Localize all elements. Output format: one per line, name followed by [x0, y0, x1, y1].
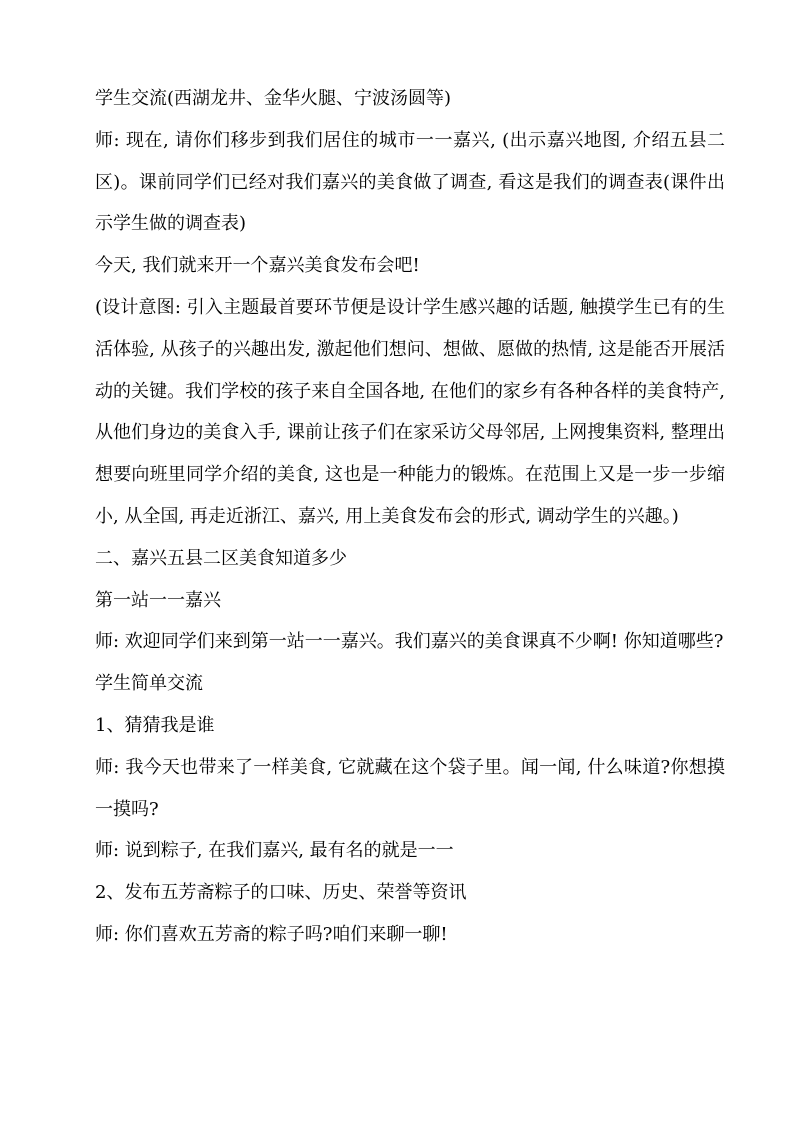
paragraph-food-launch: 今天, 我们就来开一个嘉兴美食发布会吧!	[95, 255, 420, 277]
paragraph-teacher-chat: 师: 你们喜欢五芳斋的粽子吗?咱们来聊一聊!	[95, 923, 448, 945]
paragraph-teacher-bag: 师: 我今天也带来了一样美食, 它就藏在这个袋子里。闻一闻, 什么味道?你想摸一摸吗?	[95, 756, 725, 820]
list-item-wufangzhai: 2、发布五芳斋粽子的口味、历史、荣誉等资讯	[95, 882, 467, 904]
paragraph-student-discussion: 学生交流(西湖龙井、金华火腿、宁波汤圆等)	[95, 88, 452, 109]
paragraph-teacher-welcome: 师: 欢迎同学们来到第一站一一嘉兴。我们嘉兴的美食课真不少啊! 你知道哪些?	[95, 631, 724, 653]
paragraph-design-intent: (设计意图: 引入主题最首要环节便是设计学生感兴趣的话题, 触摸学生已有的生活体验, 从孩子的兴趣出发, 激起他们想问、想做、愿做的热情, 这是能否开展活动的关键。我们学校的孩子来自全国各地, 在他们的家乡有各种各样的美食特产, 从他们身边的美食入手, 课前让孩子们在家采访父母邻居, 上网搜集资料, 整理出想要向班里同学介绍的美食, 这也是一种能力的锻炼。在范围上又是一步一步缩小, 从全国, 再走近浙江、嘉兴, 用上美食发布会的形式, 调动学生的兴趣。)	[95, 296, 725, 527]
section-heading-two: 二、嘉兴五县二区美食知道多少	[95, 547, 347, 569]
list-item-guess: 1、猜猜我是谁	[95, 714, 215, 736]
subheading-first-stop: 第一站一一嘉兴	[95, 589, 221, 611]
paragraph-student-brief: 学生简单交流	[95, 673, 203, 695]
document-body	[95, 78, 725, 956]
paragraph-teacher-zongzi: 师: 说到粽子, 在我们嘉兴, 最有名的就是一一	[95, 840, 454, 862]
paragraph-teacher-jiaxing-intro: 师: 现在, 请你们移步到我们居住的城市一一嘉兴, (出示嘉兴地图, 介绍五县二区)。课前同学们已经对我们嘉兴的美食做了调查, 看这是我们的调查表(课件出示学生做的调查表)	[95, 129, 725, 235]
